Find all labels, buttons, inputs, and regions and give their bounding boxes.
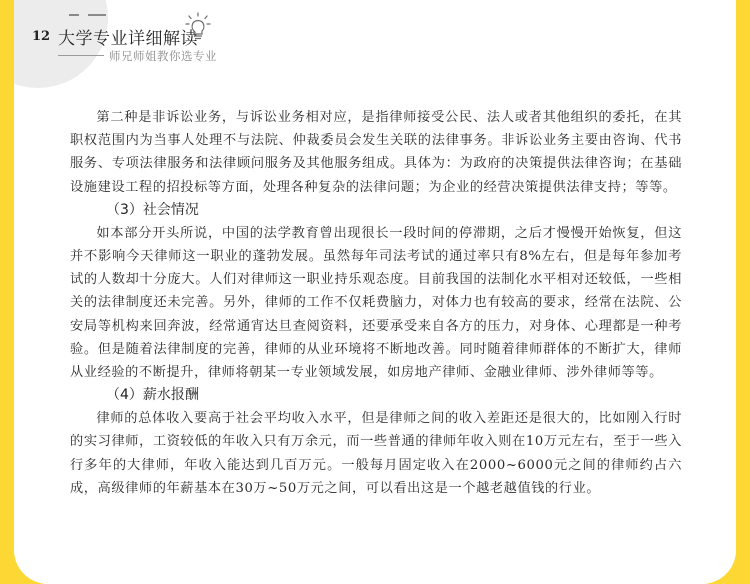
body-text: [70, 106, 682, 500]
book-title: 大学专业详细解读: [58, 29, 198, 49]
subtitle-rule: [58, 55, 104, 56]
book-subtitle: 师兄师姐教你选专业: [109, 49, 217, 63]
header-deco-line-left: [69, 14, 79, 16]
book-page: [14, 0, 736, 584]
paragraph-salary: 律师的总体收入要高于社会平均收入水平，但是律师之间的收入差距还是很大的，比如刚入行时的实习律师，工资较低的年收入只有万余元，而一些普通的律师年收入则在10万元左右，至于一些入行多年的大律师，年收入能达到几百万元。一般每月固定收入在2000~6000元之间的律师约占六成，高级律师的年薪基本在30万~50万元之间，可以看出这是一个越老越值钱的行业。: [70, 411, 682, 496]
header-deco-line-right: [88, 14, 106, 16]
paragraph-non-litigation: 第二种是非诉讼业务，与诉讼业务相对应，是指律师接受公民、法人或者其他组织的委托，在其职权范围内为当事人处理不与法院、仲裁委员会发生关联的法律事务。非诉讼业务主要由咨询、代书服务、专项法律服务和法律顾问服务及其他服务组成。具体为：为政府的决策提供法律咨询；在基础设施建设工程的招投标等方面，处理各种复杂的法律问题；为企业的经营决策提供法律支持；等等。: [70, 110, 682, 195]
paragraph-social-situation: 如本部分开头所说，中国的法学教育曾出现很长一段时间的停滞期，之后才慢慢开始恢复，但这并不影响今天律师这一职业的蓬勃发展。虽然每年司法考试的通过率只有8%左右，但是每年参加考试的人数却十分庞大。人们对律师这一职业持乐观态度。目前我国的法制化水平相对还较低，一些相关的法律制度还未完善。另外，律师的工作不仅耗费脑力，对体力也有较高的要求，经常在法院、公安局等机构来回奔波，经常通宵达旦查阅资料，还要承受来自各方的压力，对身体、心理都是一种考验。但是随着法律制度的完善，律师的从业环境将不断地改善。同时随着律师群体的不断扩大，律师从业经验的不断提升，律师将朝某一专业领域发展，如房地产律师、金融业律师、涉外律师等等。: [70, 225, 682, 381]
section-heading-salary: （4）薪水报酬: [106, 387, 199, 404]
page-number: 12: [32, 29, 51, 44]
section-heading-social: （3）社会情况: [106, 201, 199, 218]
